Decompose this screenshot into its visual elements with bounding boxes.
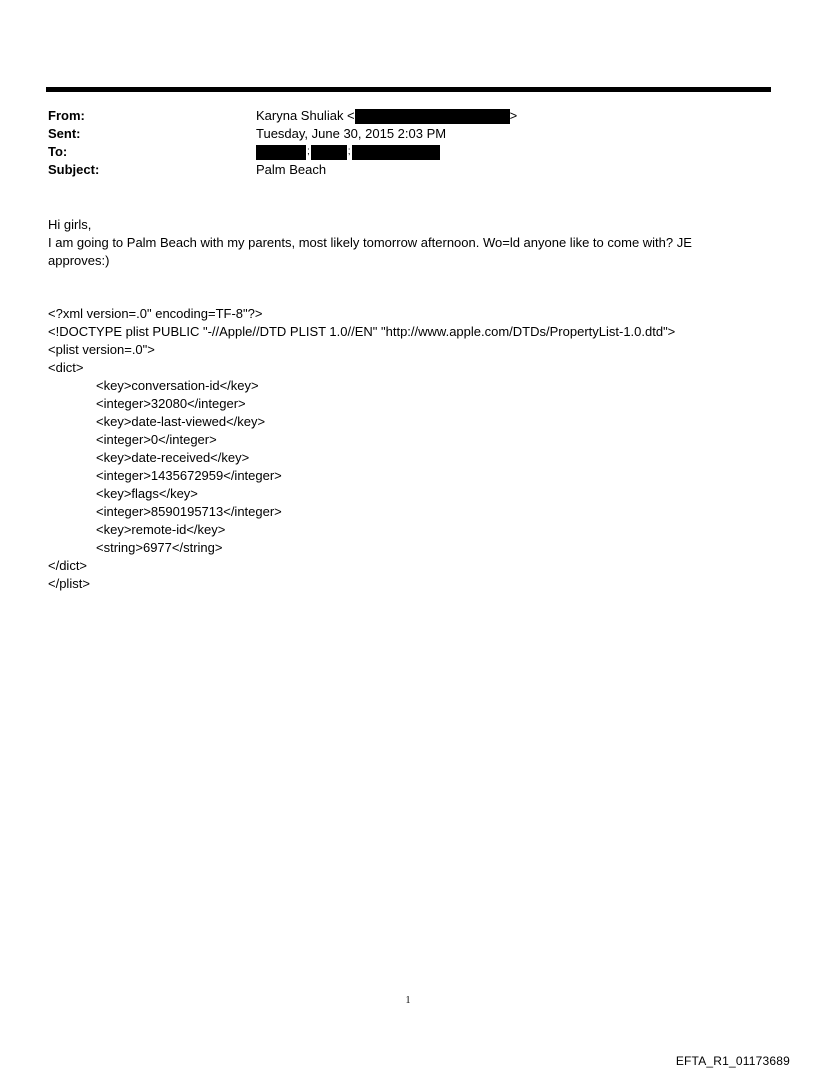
plist-line: <?xml version=.0" encoding=TF-8"?>	[48, 306, 263, 321]
sent-row	[48, 125, 768, 143]
email-body	[48, 216, 748, 270]
redaction-block	[311, 145, 347, 160]
from-label: From:	[48, 108, 85, 123]
plist-line: <dict>	[48, 360, 84, 375]
subject-value: Palm Beach	[256, 162, 327, 177]
redaction-block	[256, 145, 306, 160]
header-rule	[46, 87, 771, 92]
from-name: Karyna Shuliak <	[256, 108, 355, 123]
plist-line: <key>remote-id</key>	[96, 522, 226, 537]
plist-line: <integer>32080</integer>	[96, 396, 246, 411]
subject-label: Subject:	[48, 162, 100, 177]
plist-line: <plist version=.0">	[48, 342, 155, 357]
plist-line: <integer>8590195713</integer>	[96, 504, 282, 519]
plist-line: <key>date-last-viewed</key>	[96, 414, 266, 429]
to-row	[48, 143, 768, 161]
to-value	[256, 143, 440, 161]
redaction-block	[352, 145, 440, 160]
plist-line: <!DOCTYPE plist PUBLIC "-//Apple//DTD PLIST 1.0//EN" "http://www.apple.com/DTDs/PropertyList-1.0.dtd">	[48, 324, 676, 339]
sent-value: Tuesday, June 30, 2015 2:03 PM	[256, 126, 447, 141]
recipient-separator: ;	[347, 146, 351, 157]
plist-line: </plist>	[48, 576, 90, 591]
plist-line: <integer>0</integer>	[96, 432, 217, 447]
email-header	[48, 107, 768, 179]
from-row	[48, 107, 768, 125]
bates-number: EFTA_R1_01173689	[675, 1054, 790, 1068]
subject-row	[48, 161, 768, 179]
body-paragraph: I am going to Palm Beach with my parents, most likely tomorrow afternoon. Wo=ld anyone like to come with? JE approves:)	[48, 235, 692, 268]
plist-line: <integer>1435672959</integer>	[96, 468, 282, 483]
recipient-separator: ;	[307, 146, 310, 157]
redaction-block	[355, 109, 510, 124]
plist-line: <key>flags</key>	[96, 486, 198, 501]
from-close: >	[509, 108, 518, 123]
plist-line: </dict>	[48, 558, 88, 573]
greeting: Hi girls,	[48, 217, 92, 232]
sent-label: Sent:	[48, 126, 81, 141]
plist-line: <key>conversation-id</key>	[96, 378, 259, 393]
page-number: 1	[405, 995, 411, 1006]
plist-line: <string>6977</string>	[96, 540, 223, 555]
from-value	[256, 107, 517, 125]
plist-line: <key>date-received</key>	[96, 450, 250, 465]
plist-block	[48, 305, 768, 593]
to-label: To:	[48, 144, 68, 159]
